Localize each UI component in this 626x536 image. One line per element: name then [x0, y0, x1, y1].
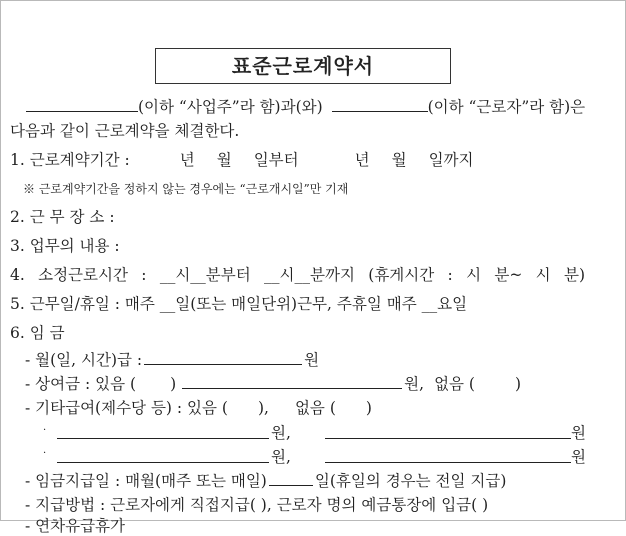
- contract-period-note: ※ 근로계약기간을 정하지 않는 경우에는 “근로개시일”만 기재: [23, 182, 349, 196]
- item-workdays-holidays: 5. 근무일/휴일 : 매주 __일(또는 매일단위)근무, 주휴일 매주 __요일: [10, 295, 468, 313]
- allowance-blank-1[interactable]: [57, 424, 269, 439]
- item-contract-period: 1. 근로계약기간 : 년 월 일부터 년 월 일까지: [10, 151, 474, 169]
- cut-off-line: - 연차유급휴가: [25, 517, 126, 535]
- other-allowances: - 기타급여(제수당 등) : 있음 ( ), 없음 ( ): [25, 399, 372, 417]
- intro-line-2: 다음과 같이 근로계약을 체결한다.: [10, 122, 240, 140]
- employer-blank[interactable]: [26, 97, 138, 112]
- monthly-wage: - 월(일, 시간)급 : 원: [25, 351, 320, 369]
- allowance-blank-3[interactable]: [57, 448, 269, 463]
- allowance-blank-2[interactable]: [325, 424, 571, 439]
- item-workplace: 2. 근 무 장 소 :: [10, 208, 115, 226]
- bonus-blank[interactable]: [182, 374, 402, 389]
- item-working-hours: 4. 소정근로시간 : __시__분부터 __시__분까지 (휴게시간 : 시 분~ 시 분): [10, 266, 585, 284]
- monthly-wage-blank[interactable]: [144, 350, 302, 365]
- payment-method: - 지급방법 : 근로자에게 직접지급( ), 근로자 명의 예금통장에 입금( ): [25, 496, 489, 514]
- bonus-line: - 상여금 : 있음 ( ) 원, 없음 ( ): [25, 375, 522, 393]
- payday-line: - 임금지급일 : 매월(매주 또는 매일) 일(휴일의 경우는 전일 지급): [25, 472, 507, 490]
- item-wages: 6. 임 금: [10, 324, 65, 342]
- bullet-dot: ·: [43, 425, 47, 436]
- bullet-dot: ·: [43, 448, 47, 459]
- document-title: 표준근로계약서: [155, 48, 451, 84]
- document-page: 표준근로계약서 (이하 “사업주”라 함)과(와) (이하 “근로자”라 함)은 다음과 같이 근로계약을 체결한다. 1. 근로계약기간 : 년 월 일부터 년 월 일까지 ※ 근로계약기간을 정하지 않는 경우에는 “근로개시일”만 기재 2. 근 무 장 소 : 3. 업무의 내용 : 4. 소정근로시간 : __시__분부터 __시__분까지 (휴게시간 : 시 분~ 시 분) 5. 근무일/휴일 : 매주 __일(또는 매일단위)근무, 주휴일 매주 __요일 6. 임 금 - 월(일, 시간)급 : 원 - 상여금 : 있음 ( ) 원, 없음 ( ) - 기타급여(제수당 등) : 있음 ( ), 없음 ( ) · 원, 원 · 원, 원 - 임금지급일 : 매월(매주 또는 매일) 일(휴일의 경우는 전일 지급) - 지급방법 : 근로자에게 직접지급( ), 근로자 명의 예금통장에 입금( ) - 연차유급휴가: [0, 0, 626, 521]
- intro-line-1: (이하 “사업주”라 함)과(와) (이하 “근로자”라 함)은: [10, 97, 613, 117]
- allowance-blank-4[interactable]: [325, 448, 571, 463]
- worker-blank[interactable]: [332, 97, 428, 112]
- payday-blank[interactable]: [269, 471, 313, 486]
- item-job-description: 3. 업무의 내용 :: [10, 237, 120, 255]
